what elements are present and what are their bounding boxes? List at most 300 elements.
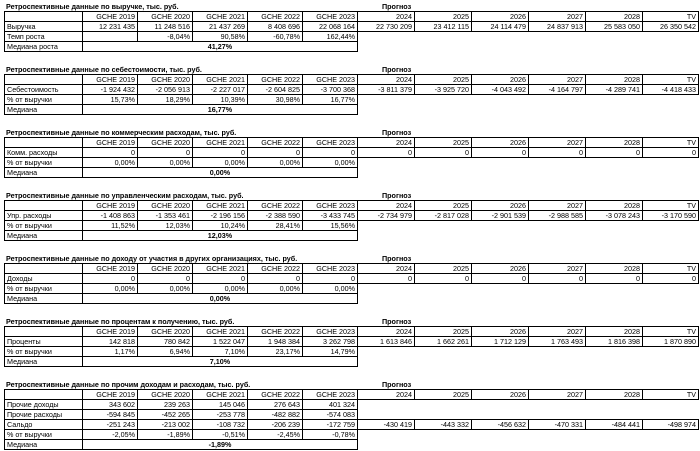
empty-cell xyxy=(358,294,415,304)
forecast-label: Прогноз xyxy=(382,254,412,263)
empty-cell xyxy=(643,221,699,231)
table-row xyxy=(5,221,699,231)
header-hist-year: GCHE 2020 xyxy=(138,138,193,148)
section-title: Ретроспективные данные по себестоимости, тыс. руб. xyxy=(6,65,202,74)
hist-cell: 7,10% xyxy=(193,347,248,357)
table-row xyxy=(5,211,699,221)
header-forecast-year: TV xyxy=(643,138,699,148)
hist-cell: 23,17% xyxy=(248,347,303,357)
empty-cell xyxy=(529,231,586,241)
empty-cell xyxy=(472,158,529,168)
empty-cell xyxy=(358,168,415,178)
header-forecast-year: 2025 xyxy=(415,75,472,85)
table-row xyxy=(5,284,699,294)
hist-cell: -2 227 017 xyxy=(193,85,248,95)
empty-cell xyxy=(415,42,472,52)
empty-cell xyxy=(529,42,586,52)
forecast-cell: -3 925 720 xyxy=(415,85,472,95)
header-empty xyxy=(5,201,83,211)
empty-cell xyxy=(472,32,529,42)
median-value: 41,27% xyxy=(83,42,358,52)
empty-cell xyxy=(586,347,643,357)
hist-cell: 16,77% xyxy=(303,95,358,105)
row-label: Темп роста xyxy=(5,32,83,42)
header-hist-year: GCHE 2020 xyxy=(138,75,193,85)
empty-cell xyxy=(415,357,472,367)
header-forecast-year: 2024 xyxy=(358,75,415,85)
empty-cell xyxy=(472,221,529,231)
median-label: Медиана xyxy=(5,440,83,450)
forecast-cell: -443 332 xyxy=(415,420,472,430)
empty-cell xyxy=(358,231,415,241)
median-label: Медиана роста xyxy=(5,42,83,52)
row-label: Комм. расходы xyxy=(5,148,83,158)
forecast-cell: -4 164 797 xyxy=(529,85,586,95)
forecast-cell: 23 412 115 xyxy=(415,22,472,32)
hist-cell: 30,98% xyxy=(248,95,303,105)
section-3 xyxy=(4,191,698,241)
empty-cell xyxy=(643,430,699,440)
empty-cell xyxy=(472,410,529,420)
header-forecast-year: TV xyxy=(643,201,699,211)
empty-cell xyxy=(358,400,415,410)
empty-cell xyxy=(472,95,529,105)
hist-cell: 0,00% xyxy=(83,158,138,168)
hist-cell: 0 xyxy=(303,148,358,158)
data-table xyxy=(4,263,699,304)
section-gap xyxy=(4,115,698,128)
hist-cell: 6,94% xyxy=(138,347,193,357)
empty-cell xyxy=(472,430,529,440)
forecast-cell: 22 730 209 xyxy=(358,22,415,32)
forecast-label: Прогноз xyxy=(382,380,412,389)
table-row xyxy=(5,95,699,105)
forecast-cell: 25 583 050 xyxy=(586,22,643,32)
empty-cell xyxy=(586,95,643,105)
empty-cell xyxy=(643,158,699,168)
empty-cell xyxy=(586,284,643,294)
header-forecast-year: 2026 xyxy=(472,201,529,211)
empty-cell xyxy=(358,440,415,450)
empty-cell xyxy=(586,294,643,304)
table-row xyxy=(5,274,699,284)
header-hist-year: GCHE 2019 xyxy=(83,138,138,148)
median-row xyxy=(5,294,699,304)
hist-cell: 239 263 xyxy=(138,400,193,410)
header-hist-year: GCHE 2021 xyxy=(193,390,248,400)
median-row xyxy=(5,168,699,178)
header-forecast-year: TV xyxy=(643,75,699,85)
empty-cell xyxy=(472,284,529,294)
empty-cell xyxy=(472,440,529,450)
hist-cell: -2 196 156 xyxy=(193,211,248,221)
empty-cell xyxy=(529,158,586,168)
header-forecast-year: TV xyxy=(643,327,699,337)
empty-cell xyxy=(586,400,643,410)
empty-cell xyxy=(586,440,643,450)
empty-cell xyxy=(529,284,586,294)
header-hist-year: GCHE 2019 xyxy=(83,75,138,85)
hist-cell: 343 602 xyxy=(83,400,138,410)
empty-cell xyxy=(586,42,643,52)
header-row xyxy=(5,75,699,85)
median-label: Медиана xyxy=(5,231,83,241)
hist-cell: -2 388 590 xyxy=(248,211,303,221)
header-hist-year: GCHE 2022 xyxy=(248,138,303,148)
header-forecast-year: 2026 xyxy=(472,390,529,400)
forecast-cell: -4 418 433 xyxy=(643,85,699,95)
empty-cell xyxy=(415,400,472,410)
header-forecast-year: 2028 xyxy=(586,75,643,85)
forecast-cell: -3 811 379 xyxy=(358,85,415,95)
hist-cell: 15,56% xyxy=(303,221,358,231)
header-forecast-year: 2026 xyxy=(472,12,529,22)
header-forecast-year: 2024 xyxy=(358,201,415,211)
empty-cell xyxy=(415,221,472,231)
hist-cell: 14,79% xyxy=(303,347,358,357)
header-hist-year: GCHE 2019 xyxy=(83,12,138,22)
data-table xyxy=(4,11,699,52)
empty-cell xyxy=(415,284,472,294)
table-row xyxy=(5,400,699,410)
forecast-cell: 1 816 398 xyxy=(586,337,643,347)
forecast-cell: -484 441 xyxy=(586,420,643,430)
section-title: Ретроспективные данные по доходу от участия в других организациях, тыс. руб. xyxy=(6,254,298,263)
forecast-cell: 0 xyxy=(358,148,415,158)
header-forecast-year: 2025 xyxy=(415,138,472,148)
header-empty xyxy=(5,390,83,400)
empty-cell xyxy=(472,357,529,367)
hist-cell: -213 002 xyxy=(138,420,193,430)
empty-cell xyxy=(643,231,699,241)
header-empty xyxy=(5,12,83,22)
hist-cell: -253 778 xyxy=(193,410,248,420)
empty-cell xyxy=(529,168,586,178)
header-hist-year: GCHE 2023 xyxy=(303,12,358,22)
empty-cell xyxy=(643,357,699,367)
empty-cell xyxy=(415,231,472,241)
hist-cell: 12 231 435 xyxy=(83,22,138,32)
median-label: Медиана xyxy=(5,105,83,115)
forecast-cell: -2 901 539 xyxy=(472,211,529,221)
hist-cell: 0 xyxy=(83,148,138,158)
header-forecast-year: 2028 xyxy=(586,327,643,337)
forecast-label: Прогноз xyxy=(382,317,412,326)
median-row xyxy=(5,440,699,450)
header-hist-year: GCHE 2021 xyxy=(193,138,248,148)
section-title: Ретроспективные данные по коммерческим расходам, тыс. руб. xyxy=(6,128,237,137)
hist-cell: -1,89% xyxy=(138,430,193,440)
table-row xyxy=(5,337,699,347)
header-hist-year: GCHE 2019 xyxy=(83,201,138,211)
empty-cell xyxy=(415,294,472,304)
median-value: 7,10% xyxy=(83,357,358,367)
forecast-cell: 0 xyxy=(586,148,643,158)
hist-cell: 1 522 047 xyxy=(193,337,248,347)
forecast-cell: -3 078 243 xyxy=(586,211,643,221)
hist-cell: -2,05% xyxy=(83,430,138,440)
header-forecast-year: 2026 xyxy=(472,264,529,274)
header-hist-year: GCHE 2023 xyxy=(303,327,358,337)
hist-cell: -3 700 368 xyxy=(303,85,358,95)
forecast-cell: 26 350 542 xyxy=(643,22,699,32)
empty-cell xyxy=(415,430,472,440)
header-empty xyxy=(5,264,83,274)
hist-cell: 0 xyxy=(138,274,193,284)
section-2 xyxy=(4,128,698,178)
section-title: Ретроспективные данные по выручке, тыс. руб. xyxy=(6,2,179,11)
empty-cell xyxy=(472,105,529,115)
empty-cell xyxy=(415,347,472,357)
header-hist-year: GCHE 2022 xyxy=(248,75,303,85)
header-forecast-year: TV xyxy=(643,264,699,274)
header-hist-year: GCHE 2022 xyxy=(248,264,303,274)
forecast-cell: 0 xyxy=(415,148,472,158)
empty-cell xyxy=(586,158,643,168)
section-1 xyxy=(4,65,698,115)
median-value: 12,03% xyxy=(83,231,358,241)
table-row xyxy=(5,158,699,168)
hist-cell: 0,00% xyxy=(83,284,138,294)
empty-cell xyxy=(358,357,415,367)
header-forecast-year: 2027 xyxy=(529,327,586,337)
header-hist-year: GCHE 2020 xyxy=(138,390,193,400)
hist-cell: -251 243 xyxy=(83,420,138,430)
empty-cell xyxy=(415,105,472,115)
median-value: 0,00% xyxy=(83,294,358,304)
hist-cell: 401 324 xyxy=(303,400,358,410)
row-label: Прочие доходы xyxy=(5,400,83,410)
empty-cell xyxy=(358,221,415,231)
hist-cell: -1 408 863 xyxy=(83,211,138,221)
header-forecast-year: 2028 xyxy=(586,12,643,22)
table-row xyxy=(5,148,699,158)
empty-cell xyxy=(472,231,529,241)
empty-cell xyxy=(358,410,415,420)
hist-cell: 10,24% xyxy=(193,221,248,231)
empty-cell xyxy=(643,347,699,357)
forecast-cell: 0 xyxy=(529,148,586,158)
data-table xyxy=(4,200,699,241)
section-gap xyxy=(4,367,698,380)
empty-cell xyxy=(643,400,699,410)
empty-cell xyxy=(415,168,472,178)
empty-cell xyxy=(643,42,699,52)
empty-cell xyxy=(529,105,586,115)
hist-cell: 21 437 269 xyxy=(193,22,248,32)
header-hist-year: GCHE 2021 xyxy=(193,12,248,22)
header-row xyxy=(5,327,699,337)
forecast-cell: -470 331 xyxy=(529,420,586,430)
hist-cell: 0 xyxy=(138,148,193,158)
section-title: Ретроспективные данные по управленческим расходам, тыс. руб. xyxy=(6,191,244,200)
empty-cell xyxy=(472,168,529,178)
section-title: Ретроспективные данные по процентам к получению, тыс. руб. xyxy=(6,317,235,326)
hist-cell: -574 083 xyxy=(303,410,358,420)
hist-cell: 0,00% xyxy=(138,284,193,294)
forecast-cell: -456 632 xyxy=(472,420,529,430)
empty-cell xyxy=(415,440,472,450)
header-hist-year: GCHE 2023 xyxy=(303,390,358,400)
hist-cell: 0 xyxy=(193,274,248,284)
forecast-cell: 0 xyxy=(586,274,643,284)
empty-cell xyxy=(529,400,586,410)
hist-cell: -1 924 432 xyxy=(83,85,138,95)
forecast-cell: 0 xyxy=(358,274,415,284)
header-forecast-year: 2025 xyxy=(415,201,472,211)
empty-cell xyxy=(472,400,529,410)
hist-cell: -2 056 913 xyxy=(138,85,193,95)
hist-cell: 142 818 xyxy=(83,337,138,347)
data-table xyxy=(4,137,699,178)
row-label: % от выручки xyxy=(5,158,83,168)
forecast-label: Прогноз xyxy=(382,191,412,200)
empty-cell xyxy=(586,168,643,178)
hist-cell: -1 353 461 xyxy=(138,211,193,221)
row-label: % от выручки xyxy=(5,95,83,105)
forecast-cell: -4 289 741 xyxy=(586,85,643,95)
empty-cell xyxy=(586,430,643,440)
header-hist-year: GCHE 2023 xyxy=(303,201,358,211)
row-label: Доходы xyxy=(5,274,83,284)
median-value: -1,89% xyxy=(83,440,358,450)
hist-cell: 0 xyxy=(83,274,138,284)
forecast-cell: -498 974 xyxy=(643,420,699,430)
header-hist-year: GCHE 2020 xyxy=(138,201,193,211)
forecast-cell: 1 870 890 xyxy=(643,337,699,347)
empty-cell xyxy=(586,105,643,115)
median-label: Медиана xyxy=(5,357,83,367)
forecast-cell: -3 170 590 xyxy=(643,211,699,221)
median-label: Медиана xyxy=(5,168,83,178)
section-gap xyxy=(4,52,698,65)
header-hist-year: GCHE 2021 xyxy=(193,75,248,85)
hist-cell: 1 948 384 xyxy=(248,337,303,347)
empty-cell xyxy=(529,294,586,304)
forecast-sheet xyxy=(4,2,698,450)
hist-cell: -482 882 xyxy=(248,410,303,420)
hist-cell: 0,00% xyxy=(303,158,358,168)
empty-cell xyxy=(358,95,415,105)
header-forecast-year: 2028 xyxy=(586,201,643,211)
empty-cell xyxy=(643,32,699,42)
empty-cell xyxy=(358,42,415,52)
hist-cell: 0,00% xyxy=(303,284,358,294)
hist-cell: 145 046 xyxy=(193,400,248,410)
header-hist-year: GCHE 2022 xyxy=(248,201,303,211)
header-row xyxy=(5,12,699,22)
hist-cell: -0,78% xyxy=(303,430,358,440)
empty-cell xyxy=(415,410,472,420)
hist-cell: 0,00% xyxy=(248,284,303,294)
section-0 xyxy=(4,2,698,52)
forecast-cell: 0 xyxy=(415,274,472,284)
header-forecast-year: 2024 xyxy=(358,327,415,337)
header-hist-year: GCHE 2022 xyxy=(248,12,303,22)
header-forecast-year: 2026 xyxy=(472,327,529,337)
empty-cell xyxy=(415,158,472,168)
hist-cell: -60,78% xyxy=(248,32,303,42)
empty-cell xyxy=(529,410,586,420)
table-row xyxy=(5,22,699,32)
header-hist-year: GCHE 2020 xyxy=(138,327,193,337)
hist-cell: 0 xyxy=(193,148,248,158)
table-row xyxy=(5,85,699,95)
empty-cell xyxy=(472,42,529,52)
header-row xyxy=(5,201,699,211)
row-label: Прочие расходы xyxy=(5,410,83,420)
hist-cell: 276 643 xyxy=(248,400,303,410)
empty-cell xyxy=(529,32,586,42)
row-label: % от выручки xyxy=(5,221,83,231)
header-forecast-year: 2026 xyxy=(472,75,529,85)
header-forecast-year: TV xyxy=(643,12,699,22)
header-hist-year: GCHE 2020 xyxy=(138,12,193,22)
header-forecast-year: 2027 xyxy=(529,12,586,22)
section-gap xyxy=(4,178,698,191)
hist-cell: 28,41% xyxy=(248,221,303,231)
empty-cell xyxy=(529,430,586,440)
hist-cell: -108 732 xyxy=(193,420,248,430)
hist-cell: -2 604 825 xyxy=(248,85,303,95)
hist-cell: 15,73% xyxy=(83,95,138,105)
empty-cell xyxy=(529,440,586,450)
forecast-cell: 1 613 846 xyxy=(358,337,415,347)
header-forecast-year: 2024 xyxy=(358,390,415,400)
median-label: Медиана xyxy=(5,294,83,304)
row-label: Проценты xyxy=(5,337,83,347)
empty-cell xyxy=(529,221,586,231)
forecast-cell: -2 734 979 xyxy=(358,211,415,221)
empty-cell xyxy=(529,357,586,367)
row-label: Сальдо xyxy=(5,420,83,430)
data-table xyxy=(4,74,699,115)
empty-cell xyxy=(643,410,699,420)
empty-cell xyxy=(472,294,529,304)
header-forecast-year: TV xyxy=(643,390,699,400)
empty-cell xyxy=(586,357,643,367)
forecast-cell: 1 763 493 xyxy=(529,337,586,347)
header-row xyxy=(5,390,699,400)
hist-cell: 0 xyxy=(303,274,358,284)
row-label: Себестоимость xyxy=(5,85,83,95)
hist-cell: 0 xyxy=(248,148,303,158)
header-empty xyxy=(5,138,83,148)
forecast-cell: 24 837 913 xyxy=(529,22,586,32)
empty-cell xyxy=(586,231,643,241)
hist-cell xyxy=(83,32,138,42)
hist-cell: 0,00% xyxy=(193,284,248,294)
header-forecast-year: 2028 xyxy=(586,390,643,400)
empty-cell xyxy=(643,95,699,105)
forecast-cell: 24 114 479 xyxy=(472,22,529,32)
hist-cell: 18,29% xyxy=(138,95,193,105)
header-forecast-year: 2027 xyxy=(529,75,586,85)
empty-cell xyxy=(529,347,586,357)
table-row xyxy=(5,32,699,42)
empty-cell xyxy=(358,32,415,42)
header-forecast-year: 2024 xyxy=(358,12,415,22)
forecast-cell: 0 xyxy=(472,148,529,158)
header-forecast-year: 2025 xyxy=(415,12,472,22)
row-label: Выручка xyxy=(5,22,83,32)
section-5 xyxy=(4,317,698,367)
header-forecast-year: 2027 xyxy=(529,390,586,400)
hist-cell: 12,03% xyxy=(138,221,193,231)
empty-cell xyxy=(358,158,415,168)
empty-cell xyxy=(472,347,529,357)
forecast-cell: 1 712 129 xyxy=(472,337,529,347)
